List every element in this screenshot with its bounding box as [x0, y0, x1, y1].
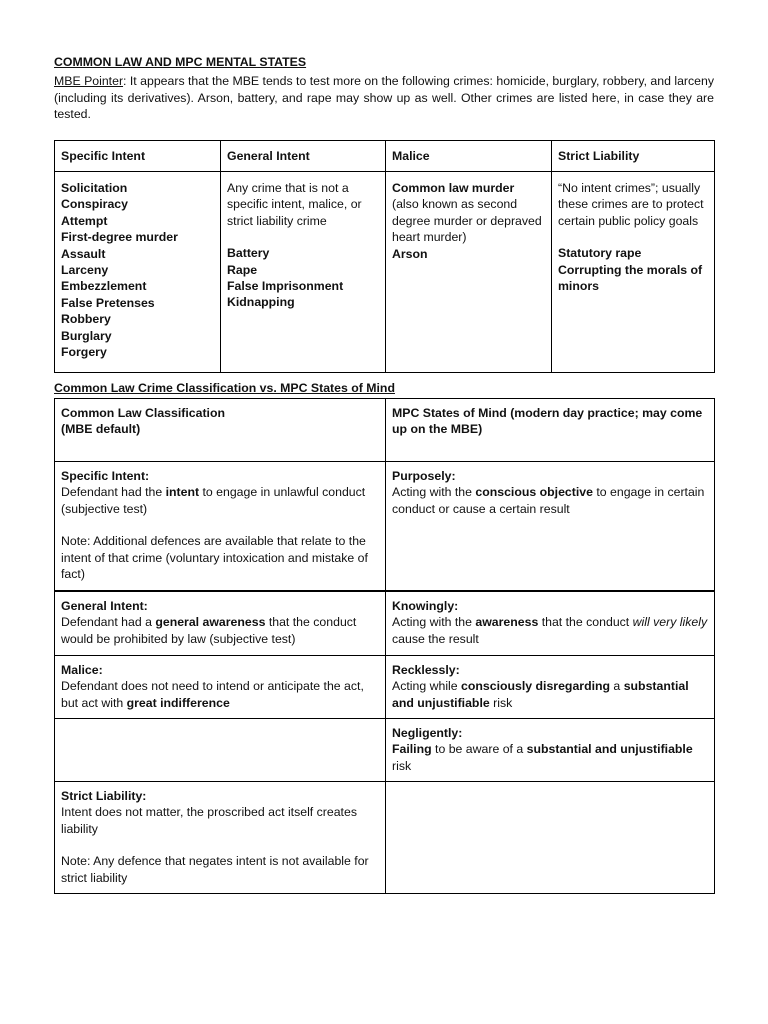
definition-text: Defendant had a: [61, 615, 156, 630]
row-label: General Intent:: [61, 599, 148, 613]
strict-liability-cell: [552, 172, 715, 373]
definition-emphasis: substantial and unjustifiable: [392, 679, 689, 710]
definition-emphasis: great indifference: [126, 695, 230, 710]
definition-text: a: [610, 679, 624, 694]
crime-item: Attempt: [61, 213, 108, 228]
definition-text: to engage in unlawful conduct (subjective test): [61, 485, 366, 516]
negligently-definition: [386, 719, 715, 782]
definition-text: risk: [392, 758, 412, 773]
section-subtitle: Common Law Crime Classification vs. MPC States of Mind: [54, 381, 395, 395]
header-common-law: [55, 399, 386, 462]
crime-item: Forgery: [61, 345, 107, 360]
crime-item: Rape: [227, 262, 258, 277]
mbe-pointer-text: : It appears that the MBE tends to test more on the following crimes: homicide, burglary, robbery, and larceny (including its derivatives). Arson, battery, and rape may show up as well. Other crimes are listed here, in case they are tested.: [54, 74, 714, 121]
mbe-pointer-label: MBE Pointer: [54, 74, 124, 88]
row-label: Specific Intent:: [61, 469, 150, 483]
general-intent-cell: [221, 172, 386, 373]
crime-item: Assault: [61, 246, 106, 261]
definition-text: to engage in certain conduct or cause a certain result: [392, 485, 705, 516]
crime-item: Conspiracy: [61, 197, 128, 212]
definition-text: that the conduct would be prohibited by law (subjective test): [61, 615, 357, 646]
row-label: Purposely:: [392, 469, 456, 483]
definition-emphasis: conscious objective: [475, 485, 593, 500]
definition-emphasis: general awareness: [155, 615, 266, 630]
definition-text: Acting with the: [392, 615, 476, 630]
definition-text: Defendant does not need to intend or anticipate the act, but act with: [61, 679, 364, 710]
crime-item: Statutory rape: [558, 246, 642, 261]
definition-emphasis: intent: [165, 485, 200, 500]
definition-emphasis: awareness: [475, 615, 539, 630]
crime-item: Battery: [227, 246, 270, 261]
general-intent-definition: [55, 591, 386, 656]
header-common-law-line1: Common Law Classification: [61, 406, 225, 420]
row-label: Negligently:: [392, 726, 463, 740]
crime-item: First-degree murder: [61, 230, 178, 245]
header-specific-intent: Specific Intent: [55, 141, 221, 172]
header-common-law-line2: (MBE default): [61, 422, 141, 437]
strict-liability-description: “No intent crimes”; usually these crimes are to protect certain public policy goals: [558, 181, 704, 228]
crime-item: False Imprisonment: [227, 279, 344, 294]
definition-emphasis: Failing: [392, 742, 432, 757]
malice-description: (also known as second degree murder or depraved heart murder): [392, 197, 542, 245]
purposely-definition: [386, 462, 715, 592]
malice-cell: [386, 172, 552, 373]
definition-text: to be aware of a: [431, 742, 527, 757]
row-label: Knowingly:: [392, 599, 459, 613]
header-malice: Malice: [386, 141, 552, 172]
row-label: Malice:: [61, 663, 103, 677]
mbe-pointer-paragraph: [54, 73, 714, 123]
page-title: COMMON LAW AND MPC MENTAL STATES: [54, 55, 307, 69]
definition-emphasis: consciously disregarding: [461, 679, 611, 694]
definition-text: cause the result: [392, 631, 479, 646]
specific-intent-cell: [55, 172, 221, 373]
crime-item: Robbery: [61, 312, 111, 327]
definition-italic: will very likely: [632, 615, 708, 630]
header-mpc: MPC States of Mind (modern day practice; may come up on the MBE): [386, 399, 715, 462]
definition-emphasis: substantial and unjustifiable: [526, 742, 693, 757]
definition-note: Note: Any defence that negates intent is not available for strict liability: [61, 854, 369, 885]
malice-definition: [55, 656, 386, 719]
crime-item: Solicitation: [61, 181, 128, 195]
crime-item: Larceny: [61, 263, 109, 278]
definition-text: Intent does not matter, the proscribed act itself creates liability: [61, 805, 357, 836]
recklessly-definition: [386, 656, 715, 719]
definition-text: Acting with the: [392, 485, 476, 500]
knowingly-definition: [386, 591, 715, 656]
row-label: Strict Liability:: [61, 789, 147, 803]
empty-cell: [55, 719, 386, 782]
header-general-intent: General Intent: [221, 141, 386, 172]
crime-item: Corrupting the morals of minors: [558, 262, 703, 294]
header-strict-liability: Strict Liability: [552, 141, 715, 172]
crime-item: Embezzlement: [61, 279, 147, 294]
strict-liability-definition: [55, 782, 386, 894]
classification-vs-mpc-table: [54, 398, 715, 894]
crime-item: Common law murder: [392, 181, 515, 195]
definition-text: that the conduct: [538, 615, 633, 630]
crime-item: Kidnapping: [227, 295, 295, 310]
definition-note: Note: Additional defences are available that relate to the intent of that crime (voluntary intoxication and mistake of fact): [61, 534, 368, 582]
definition-text: Acting while: [392, 679, 462, 694]
crime-item: Arson: [392, 246, 428, 261]
definition-text: Defendant had the: [61, 485, 166, 500]
empty-cell: [386, 782, 715, 894]
crime-item: Burglary: [61, 328, 112, 343]
crime-classification-table: [54, 140, 715, 373]
general-intent-description: Any crime that is not a specific intent, malice, or strict liability crime: [227, 181, 362, 228]
specific-intent-definition: [55, 462, 386, 592]
definition-text: risk: [489, 695, 513, 710]
row-label: Recklessly:: [392, 663, 460, 677]
crime-item: False Pretenses: [61, 295, 155, 310]
